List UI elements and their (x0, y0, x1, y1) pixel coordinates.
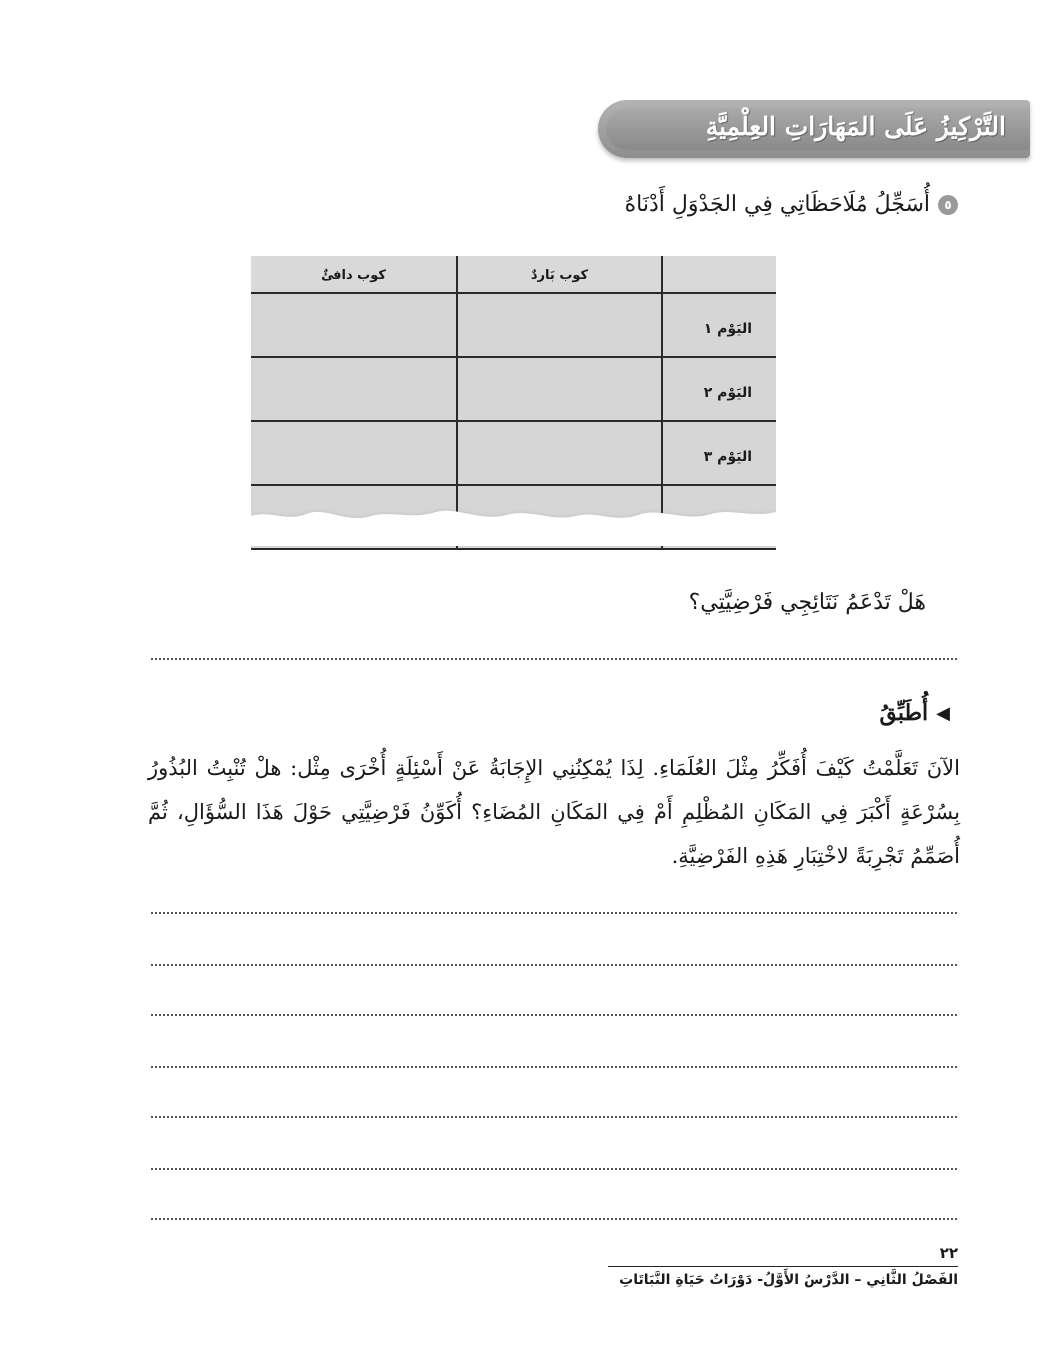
answer-line[interactable] (151, 964, 957, 966)
question-5 (625, 192, 958, 217)
apply-heading-text: أُطَبِّقُ (879, 700, 929, 726)
answer-line[interactable] (151, 1066, 957, 1068)
table-row (251, 293, 776, 357)
table-row (251, 357, 776, 421)
triangle-left-icon: ◀ (936, 702, 950, 724)
table-header-warm-cup: كوب دافئٌ (251, 257, 457, 293)
apply-paragraph: الآنَ تَعَلَّمْتُ كَيْفَ أُفَكِّرُ مِثْلَ العُلَمَاءِ. لِذَا يُمْكِنُنِي الإِجَابَةُ عَنْ أَسْئِلَةٍ أُخْرَى مِثْل: هلْ تُنْبِتُ البُذُورُ بِسُرْعَةٍ أَكْبَرَ فِي المَكَانِ المُظْلِمِ أَمْ فِي المَكَانِ المُضَاءِ؟ أُكَوِّنُ فَرْضِيَّتِي حَوْلَ هَذَا السُّؤَالِ، ثُمَّ أُصَمِّمُ تَجْرِبَةً لاخْتِبَارِ هَذِهِ الفَرْضِيَّةِ. (148, 756, 960, 868)
warm-cup-cell[interactable] (251, 357, 457, 421)
cold-cup-cell[interactable] (457, 293, 662, 357)
table-header-cold-cup: كوب بَاردٌ (457, 257, 662, 293)
day-label: اليَوْم ٢ (662, 357, 776, 421)
answer-line[interactable] (151, 1116, 957, 1118)
answer-line[interactable] (151, 1014, 957, 1016)
observation-table-wrap (251, 256, 776, 546)
warm-cup-cell[interactable] (251, 421, 457, 485)
warm-cup-cell[interactable] (251, 293, 457, 357)
section-title: التَّرْكِيزُ عَلَى المَهَارَاتِ العِلْمِيَّةِ (705, 112, 1006, 141)
table-header-row (251, 257, 776, 293)
torn-paper-edge (251, 504, 776, 546)
question-number-badge: ٥ (938, 195, 958, 215)
answer-line[interactable] (151, 1168, 957, 1170)
answer-line[interactable] (151, 658, 957, 660)
footer-chapter: الفَصْلُ الثَّانِي – الدَّرْسُ الأَوَّلُ- دَوْرَاتُ حَيَاةِ النَّبَاتَاتِ (619, 1272, 958, 1288)
question-5-text: أُسَجِّلُ مُلَاحَظَاتِي فِي الجَدْوَلِ أَدْنَاهُ (624, 192, 930, 217)
answer-line[interactable] (151, 1218, 957, 1220)
table-row (251, 421, 776, 485)
section-banner (598, 100, 1030, 158)
footer-divider (608, 1266, 958, 1267)
apply-heading (880, 700, 950, 726)
answer-line[interactable] (151, 912, 957, 914)
day-label: اليَوْم ٣ (662, 421, 776, 485)
day-label: اليَوْم ١ (662, 293, 776, 357)
page-number: ٢٢ (939, 1244, 958, 1262)
support-question: هَلْ تَدْعَمُ نَتَائِجِي فَرْضِيَّتِي؟ (688, 590, 926, 615)
cold-cup-cell[interactable] (457, 357, 662, 421)
table-header-corner (662, 257, 776, 293)
cold-cup-cell[interactable] (457, 421, 662, 485)
